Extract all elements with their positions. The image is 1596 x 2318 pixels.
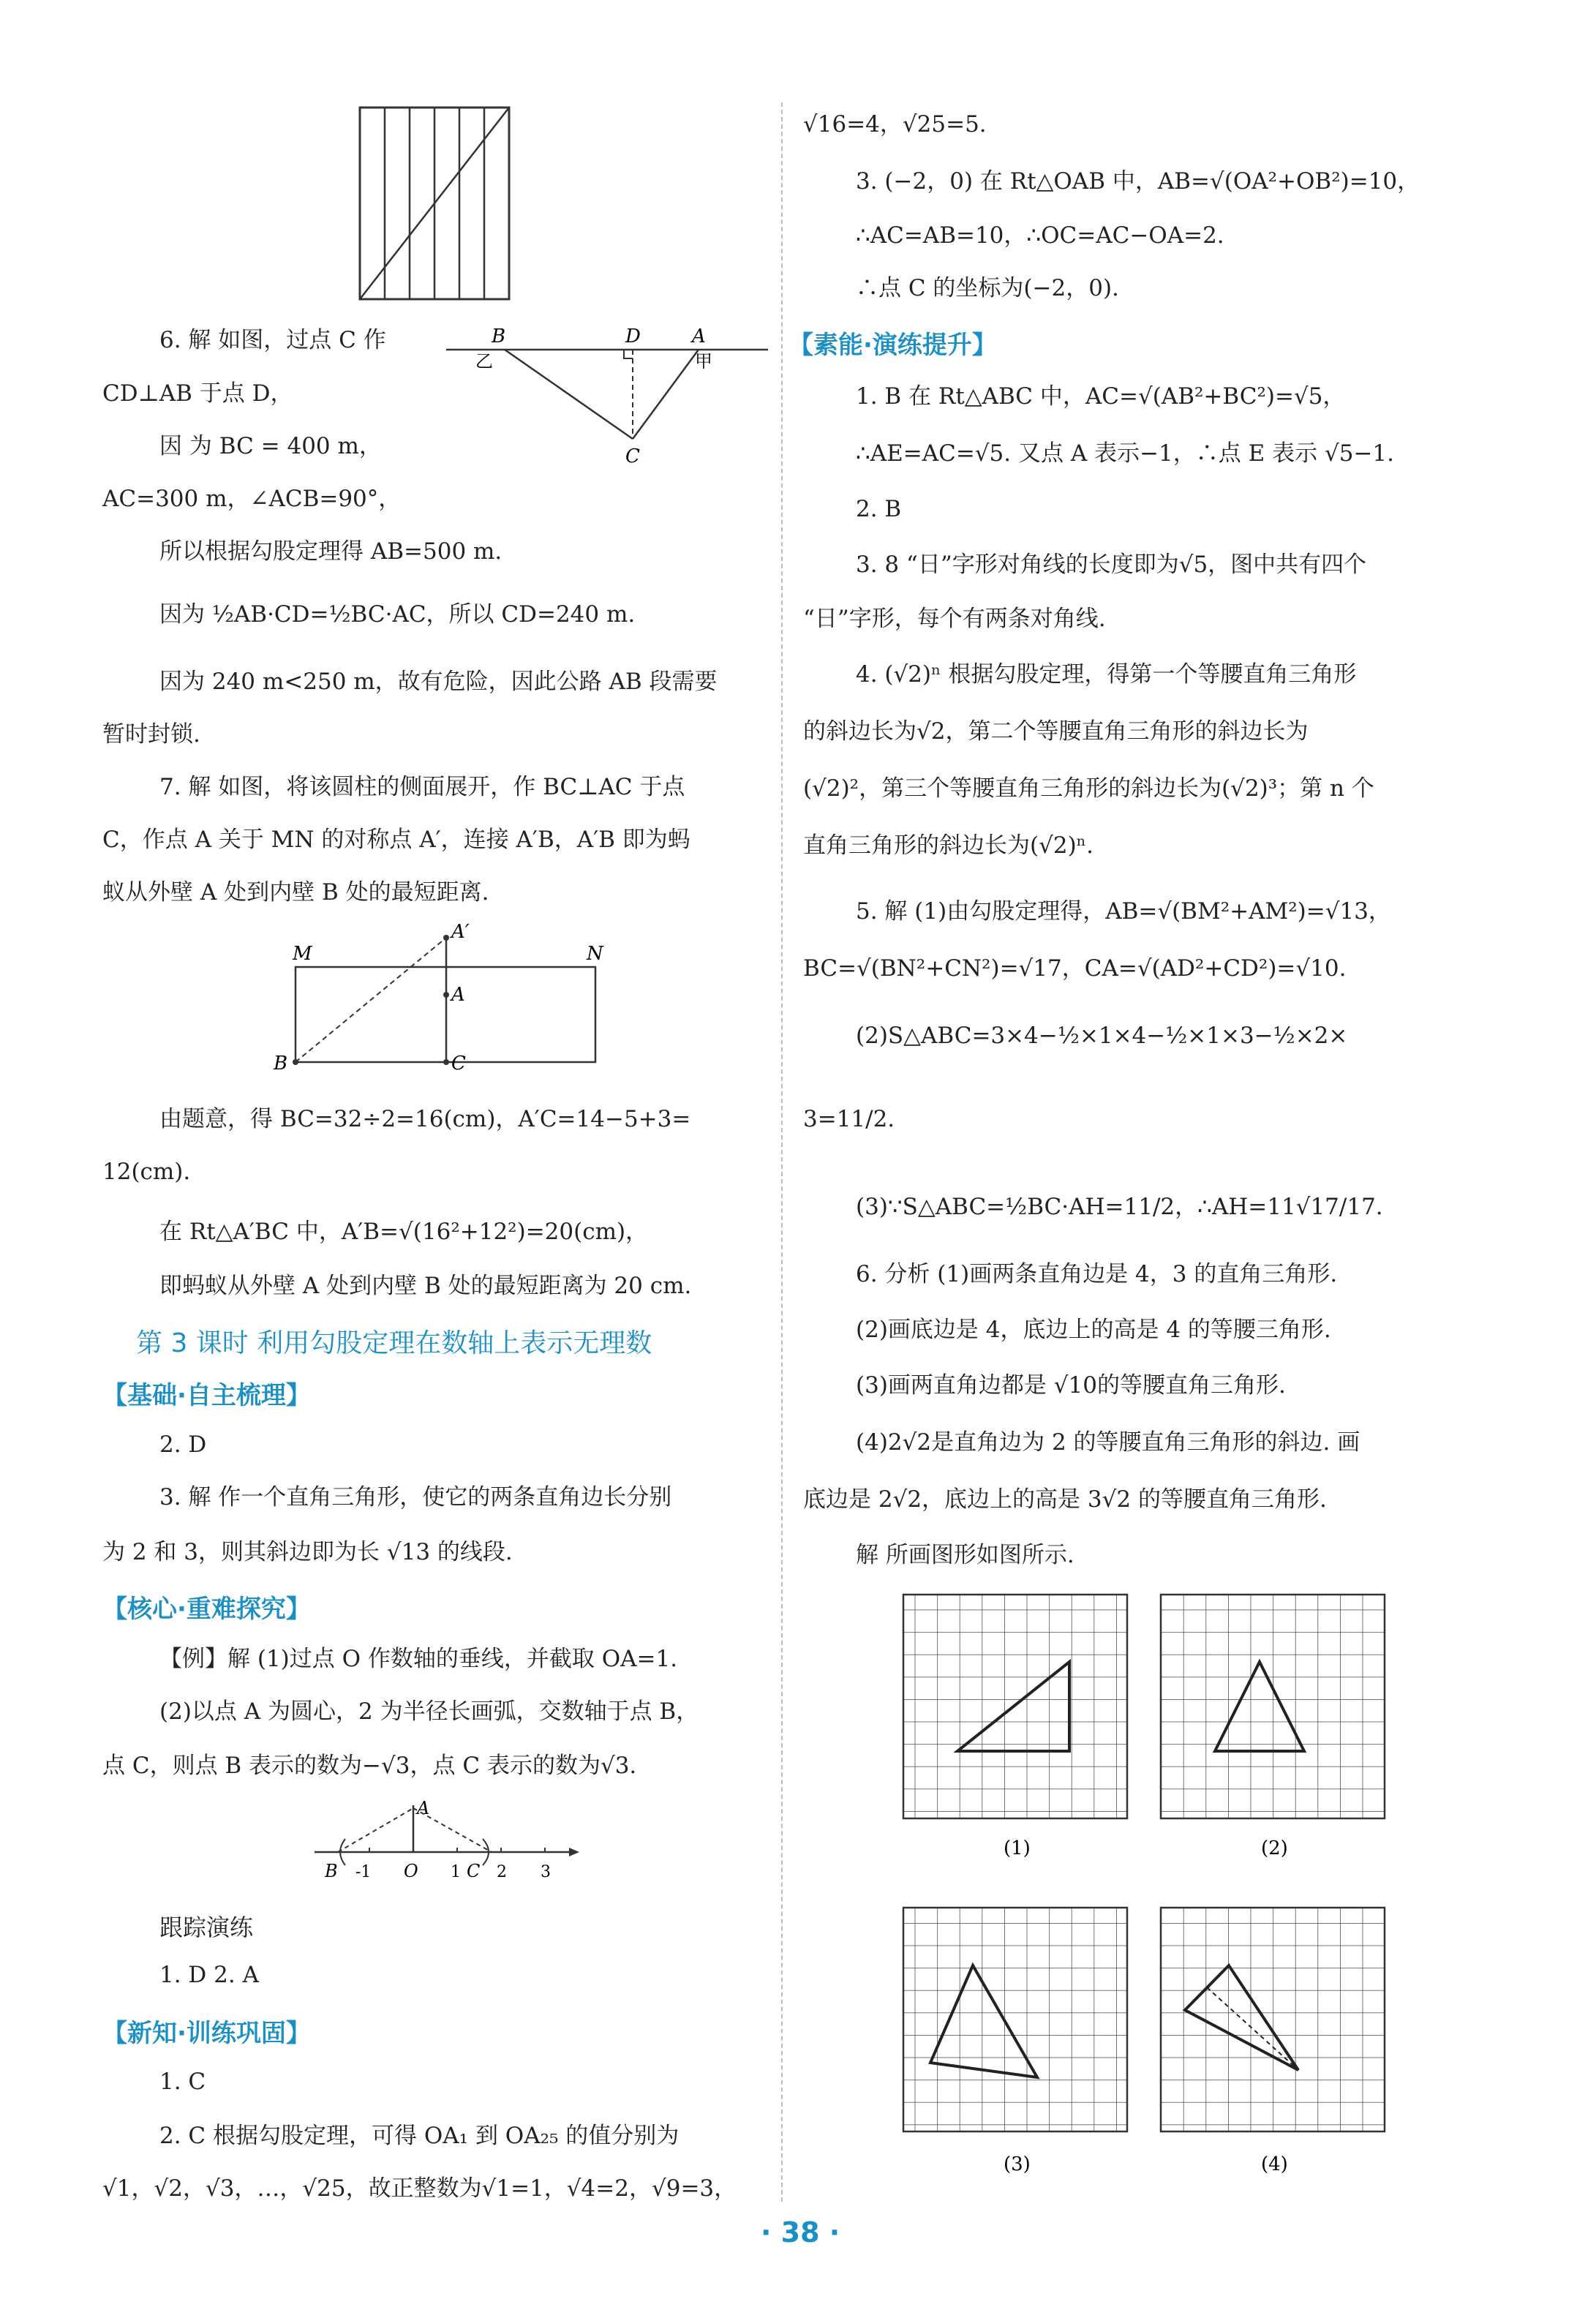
track-answers: 1. D 2. A xyxy=(159,1962,259,1988)
r-line-7: 的斜边长为√2，第二个等腰直角三角形的斜边长为 xyxy=(803,718,1309,745)
r-top-4: ∴点 C 的坐标为(−2，0). xyxy=(856,275,1119,301)
basic-line-3: 为 2 和 3，则其斜边即为长 √13 的线段. xyxy=(102,1539,513,1565)
r-top-3: ∴AC=AB=10，∴OC=AC−OA=2. xyxy=(856,222,1224,249)
r-line-9: 直角三角形的斜边长为(√2)ⁿ. xyxy=(803,832,1094,859)
p6-line-2: CD⊥AB 于点 D， xyxy=(102,380,293,407)
new-line-1: 1. C xyxy=(159,2069,206,2095)
strip-rectangle-figure xyxy=(358,106,512,304)
r-line-13: 3=11/2. xyxy=(803,1106,895,1132)
grid-caption-4: (4) xyxy=(1261,2153,1288,2175)
axis-label-o: O xyxy=(404,1861,418,1881)
section-ability: 【素能·演练提升】 xyxy=(788,331,997,360)
axis-label-one: 1 xyxy=(451,1863,461,1881)
lesson-title: 第 3 课时 利用勾股定理在数轴上表示无理数 xyxy=(136,1328,652,1358)
p7b-line-2: 12(cm). xyxy=(102,1159,191,1185)
r-line-20: 解 所画图形如图所示. xyxy=(856,1542,1074,1568)
fig6-label-b: B xyxy=(492,326,506,347)
r-line-12: (2)S△ABC=3×4−½×1×4−½×1×3−½×2× xyxy=(856,1023,1348,1049)
axis-label-two: 2 xyxy=(497,1863,507,1881)
section-new: 【新知·训练巩固】 xyxy=(102,2019,311,2048)
p7b-line-1: 由题意，得 BC=32÷2=16(cm)，A′C=14−5+3= xyxy=(159,1106,691,1132)
p6-line-3: 因 为 BC = 400 m， xyxy=(159,433,382,459)
p7-line-2: C，作点 A 关于 MN 的对称点 A′，连接 A′B，A′B 即为蚂 xyxy=(102,827,690,853)
axis-label-minus-one: -1 xyxy=(355,1863,372,1881)
p6-line-4: AC=300 m，∠ACB=90°， xyxy=(102,486,402,512)
r-line-5: “日”字形，每个有两条对角线. xyxy=(803,606,1106,632)
r-line-8: (√2)²，第三个等腰直角三角形的斜边长为(√2)³；第 n 个 xyxy=(803,775,1374,802)
fig6-label-jia: 甲 xyxy=(695,351,712,372)
grid-3 xyxy=(903,1908,1127,2131)
p7-line-1: 7. 解 如图，将该圆柱的侧面展开，作 BC⊥AC 于点 xyxy=(159,774,685,800)
grid-caption-2: (2) xyxy=(1261,1837,1288,1859)
fig6-label-c: C xyxy=(625,445,640,467)
new-line-3: √1，√2，√3，…，√25，故正整数为√1=1，√4=2，√9=3， xyxy=(102,2175,737,2202)
p7b-line-4: 即蚂蚁从外壁 A 处到内壁 B 处的最短距离为 20 cm. xyxy=(159,1273,692,1299)
r-line-18: (4)2√2是直角边为 2 的等腰直角三角形的斜边. 画 xyxy=(856,1429,1360,1456)
r-line-17: (3)画两直角边都是 √10的等腰直角三角形. xyxy=(856,1372,1286,1399)
r-line-1: 1. B 在 Rt△ABC 中，AC=√(AB²+BC²)=√5， xyxy=(856,383,1346,410)
basic-line-1: 2. D xyxy=(159,1431,207,1458)
fig7-label-b: B xyxy=(274,1053,288,1075)
page-number: · 38 · xyxy=(761,2216,840,2249)
r-line-11: BC=√(BN²+CN²)=√17，CA=√(AD²+CD²)=√10. xyxy=(803,955,1347,982)
r-top-2: 3. (−2，0) 在 Rt△OAB 中，AB=√(OA²+OB²)=10， xyxy=(856,168,1420,195)
fig7-label-n: N xyxy=(587,943,603,965)
grid-figures xyxy=(892,1587,1404,2180)
p6-line-1: 6. 解 如图，过点 C 作 xyxy=(159,327,386,353)
basic-line-2: 3. 解 作一个直角三角形，使它的两条直角边长分别 xyxy=(159,1484,672,1510)
fig6-label-a: A xyxy=(692,326,706,347)
core-line-3: 点 C，则点 B 表示的数为−√3，点 C 表示的数为√3. xyxy=(102,1753,637,1779)
r-line-10: 5. 解 (1)由勾股定理得，AB=√(BM²+AM²)=√13， xyxy=(856,898,1391,925)
fig7-label-m: M xyxy=(293,943,312,965)
track-heading: 跟踪演练 xyxy=(159,1914,254,1941)
p6-line-6: 因为 ½AB·CD=½BC·AC，所以 CD=240 m. xyxy=(159,601,636,628)
r-line-16: (2)画底边是 4，底边上的高是 4 的等腰三角形. xyxy=(856,1317,1331,1343)
number-line-figure xyxy=(307,1792,585,1887)
r-line-19: 底边是 2√2，底边上的高是 3√2 的等腰直角三角形. xyxy=(803,1486,1327,1513)
r-line-15: 6. 分析 (1)画两条直角边是 4，3 的直角三角形. xyxy=(856,1261,1338,1287)
fig7-label-a: A xyxy=(451,984,465,1006)
r-line-14: (3)∵S△ABC=½BC·AH=11/2，∴AH=11√17/17. xyxy=(856,1194,1383,1220)
r-top-1: √16=4，√25=5. xyxy=(803,111,987,138)
r-line-6: 4. (√2)ⁿ 根据勾股定理，得第一个等腰直角三角形 xyxy=(856,661,1357,688)
axis-label-a: A xyxy=(417,1798,430,1818)
grid-1 xyxy=(903,1595,1127,1818)
grid-4 xyxy=(1161,1908,1385,2131)
r-line-4: 3. 8 “日”字形对角线的长度即为√5，图中共有四个 xyxy=(856,552,1367,578)
axis-label-b: B xyxy=(325,1861,338,1881)
p7-line-3: 蚁从外壁 A 处到内壁 B 处的最短距离. xyxy=(102,879,489,906)
section-basic: 【基础·自主梳理】 xyxy=(102,1381,311,1410)
cylinder-unfold-figure xyxy=(271,922,614,1086)
fig6-label-yi: 乙 xyxy=(475,351,493,372)
grid-caption-1: (1) xyxy=(1004,1837,1031,1859)
road-triangle-figure xyxy=(439,322,775,468)
axis-label-c: C xyxy=(467,1861,481,1881)
column-divider xyxy=(781,102,783,2202)
core-line-2: (2)以点 A 为圆心，2 为半径长画弧，交数轴于点 B， xyxy=(159,1698,699,1725)
section-core: 【核心·重难探究】 xyxy=(102,1595,311,1624)
grid-caption-3: (3) xyxy=(1004,2153,1031,2175)
fig7-label-c: C xyxy=(451,1053,466,1075)
p6-line-8: 暂时封锁. xyxy=(102,721,200,748)
p6-line-7: 因为 240 m<250 m，故有危险，因此公路 AB 段需要 xyxy=(159,669,718,695)
p6-line-5: 所以根据勾股定理得 AB=500 m. xyxy=(159,538,502,565)
axis-label-three: 3 xyxy=(541,1863,551,1881)
p7b-line-3: 在 Rt△A′BC 中，A′B=√(16²+12²)=20(cm)， xyxy=(159,1219,649,1245)
r-line-2: ∴AE=AC=√5. 又点 A 表示−1，∴点 E 表示 √5−1. xyxy=(856,440,1394,467)
core-line-1: 【例】解 (1)过点 O 作数轴的垂线，并截取 OA=1. xyxy=(159,1646,678,1672)
r-line-3: 2. B xyxy=(856,496,902,522)
new-line-2: 2. C 根据勾股定理，可得 OA₁ 到 OA₂₅ 的值分别为 xyxy=(159,2123,680,2149)
grid-2 xyxy=(1161,1595,1385,1818)
fig7-label-aprime: A′ xyxy=(451,922,470,943)
fig6-label-d: D xyxy=(625,326,641,347)
